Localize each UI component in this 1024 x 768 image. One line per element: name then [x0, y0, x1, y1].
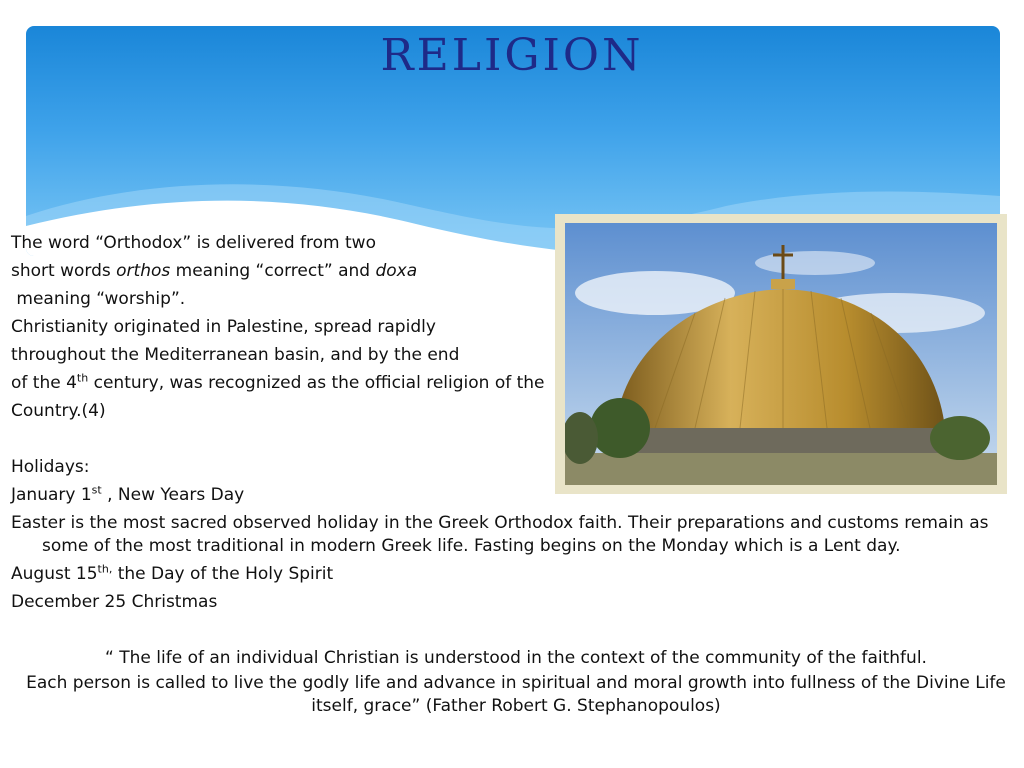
holidays-heading: [11, 453, 1021, 481]
holiday-text: Easter is the most sacred observed holiday in the Greek Orthodox faith. Their preparations and customs remain as some of the most traditional in modern Greek life. Fasting begins on the Monday which is a Lent day.: [11, 513, 989, 556]
holiday-item: [11, 512, 1021, 558]
intro-line: [11, 397, 1021, 425]
holiday-text: the Day of the Holy Spirit: [112, 564, 334, 584]
intro-text: throughout the Mediterranean basin, and by the end: [11, 345, 460, 365]
holiday-text: December 25 Christmas: [11, 592, 218, 612]
superscript: th: [76, 371, 89, 385]
slide-body: [11, 229, 1021, 718]
intro-line: [11, 257, 1021, 285]
holiday-text: January 1: [11, 485, 92, 505]
intro-text: of the 4: [11, 373, 77, 393]
intro-line: [11, 341, 1021, 369]
intro-text: Christianity originated in Palestine, spread rapidly: [11, 317, 436, 337]
intro-text: meaning “correct” and: [170, 261, 376, 281]
intro-text: The word “Orthodox” is delivered from two: [11, 233, 376, 253]
superscript: th,: [97, 562, 113, 576]
holiday-item: [11, 588, 1021, 616]
intro-line: [11, 369, 556, 397]
intro-text: century, was recognized as the official religion of the: [88, 373, 545, 393]
quote-text: Each person is called to live the godly life and advance in spiritual and moral growth into fullness of the Divine Life itself, grace” (Father Robert G. Stephanopoulos): [26, 673, 1006, 716]
term-orthos: orthos: [116, 261, 171, 281]
superscript: st: [91, 483, 102, 497]
holiday-text: , New Years Day: [101, 485, 245, 505]
intro-text: short words: [11, 261, 117, 281]
intro-text: meaning “worship”.: [11, 289, 186, 309]
slide-title: RELIGION: [380, 30, 644, 81]
quote-line: [11, 672, 1021, 718]
term-doxa: doxa: [375, 261, 418, 281]
holiday-item: [11, 560, 1021, 588]
quote-line: [11, 644, 1021, 672]
intro-line: [11, 285, 1021, 313]
intro-line: [11, 313, 1021, 341]
holiday-item: [11, 481, 1021, 509]
intro-line: [11, 229, 1021, 257]
holiday-text: August 15: [11, 564, 98, 584]
spacer: [11, 425, 1021, 453]
quote-text: “ The life of an individual Christian is understood in the context of the community of the faithful.: [105, 648, 927, 668]
heading-text: Holidays:: [11, 457, 90, 477]
spacer: [11, 616, 1021, 644]
intro-text: Country.(4): [11, 401, 106, 421]
